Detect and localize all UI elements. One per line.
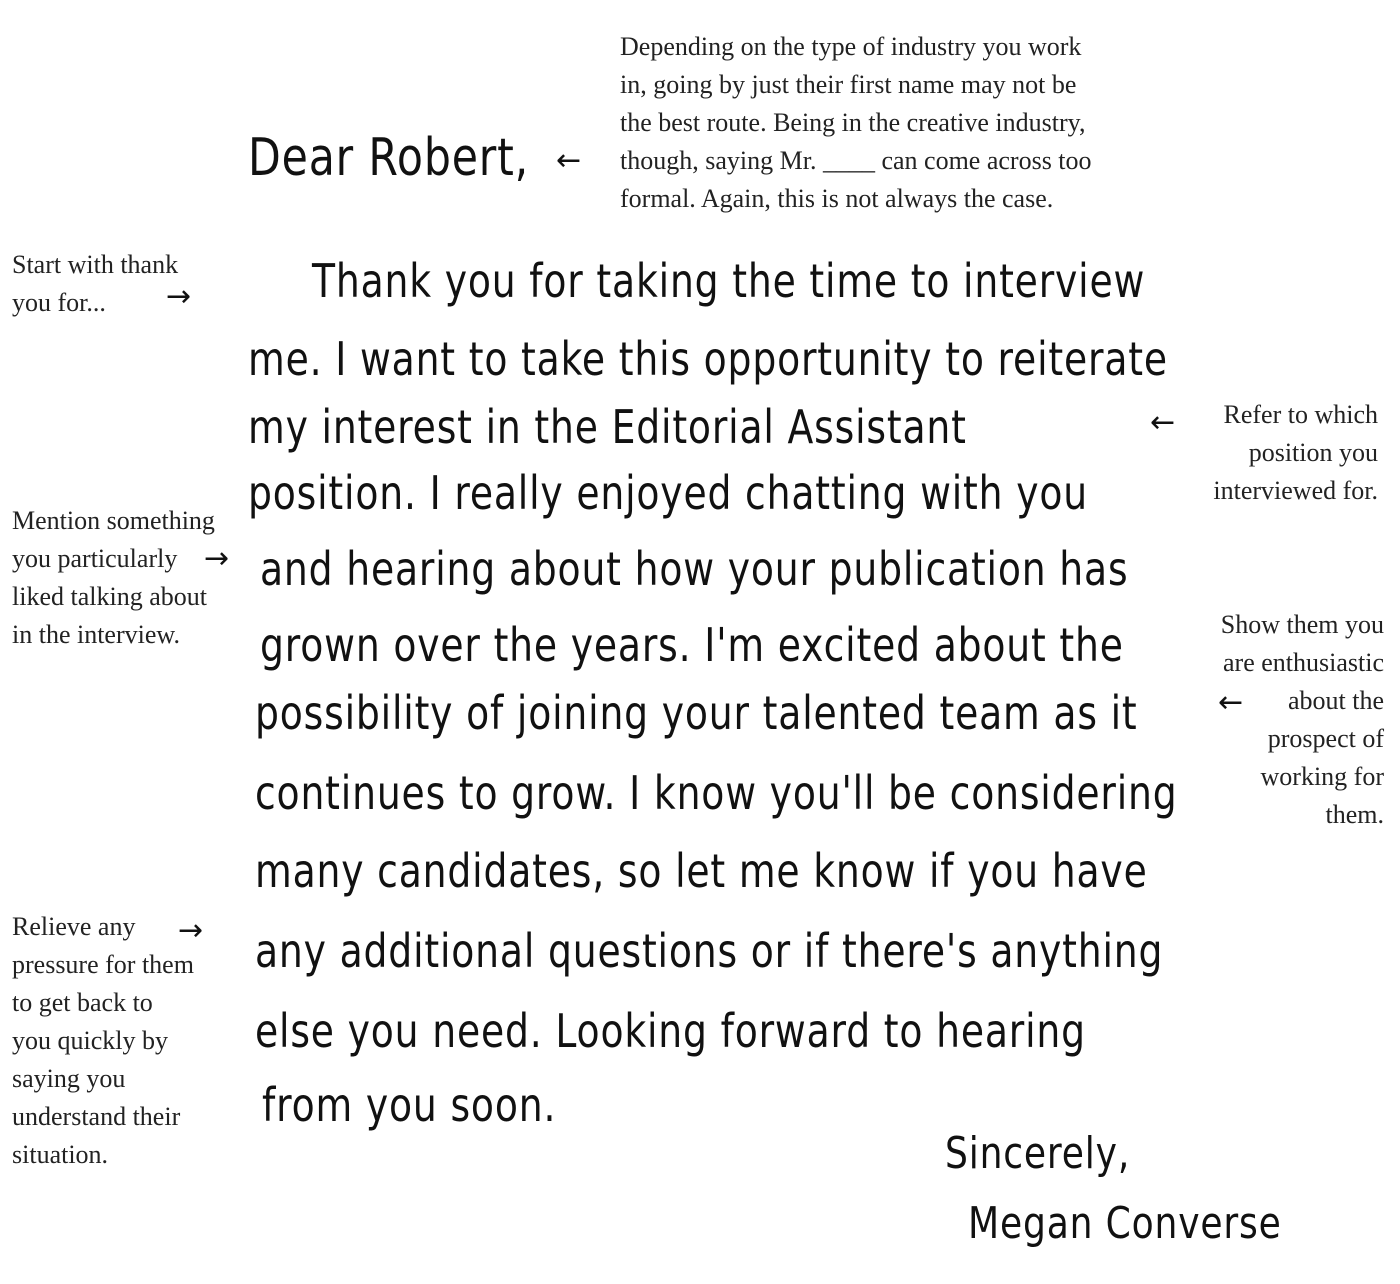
letter-line: position. I really enjoyed chatting with you: [248, 466, 1088, 520]
letter-line: possibility of joining your talented team as it: [255, 686, 1138, 740]
letter-line: Thank you for taking the time to interview: [312, 254, 1146, 308]
letter-closing: Sincerely,: [945, 1128, 1131, 1179]
arrow-right-icon: →: [166, 279, 192, 314]
letter-line: from you soon.: [262, 1078, 557, 1132]
enthusiasm-annotation: Show them you are enthusiastic about the prospect of working for them.: [1220, 610, 1384, 829]
letter-signature: Megan Converse: [968, 1198, 1282, 1249]
letter-greeting: Dear Robert,: [248, 128, 530, 188]
mention-annotation: Mention something you particularly liked talking about in the interview.: [12, 506, 215, 649]
letter-line: many candidates, so let me know if you have: [255, 844, 1148, 898]
arrow-right-icon: →: [204, 541, 230, 576]
relieve-annotation: Relieve any pressure for them to get back to you quickly by saying you understand their situation.: [12, 912, 194, 1169]
letter-line: and hearing about how your publication has: [260, 542, 1129, 596]
arrow-right-icon: →: [178, 913, 204, 948]
arrow-left-icon: ←: [556, 143, 582, 178]
letter-line: any additional questions or if there's anything: [255, 924, 1164, 978]
arrow-left-icon: ←: [1218, 685, 1244, 720]
letter-line: me. I want to take this opportunity to reiterate: [248, 332, 1168, 386]
greeting-annotation: Depending on the type of industry you work in, going by just their first name may not be the best route. Being in the creative industry, though, saying Mr. ____ can come across too formal. Again, this is not always the case.: [620, 32, 1092, 213]
thank-you-annotation: Start with thank you for...: [12, 250, 179, 317]
arrow-left-icon: ←: [1150, 405, 1176, 440]
letter-line: continues to grow. I know you'll be considering: [255, 766, 1178, 820]
letter-line: my interest in the Editorial Assistant: [248, 400, 967, 454]
letter-line: grown over the years. I'm excited about the: [260, 618, 1124, 672]
letter-line: else you need. Looking forward to hearing: [255, 1004, 1086, 1058]
position-annotation: Refer to which position you interviewed for.: [1213, 400, 1378, 505]
